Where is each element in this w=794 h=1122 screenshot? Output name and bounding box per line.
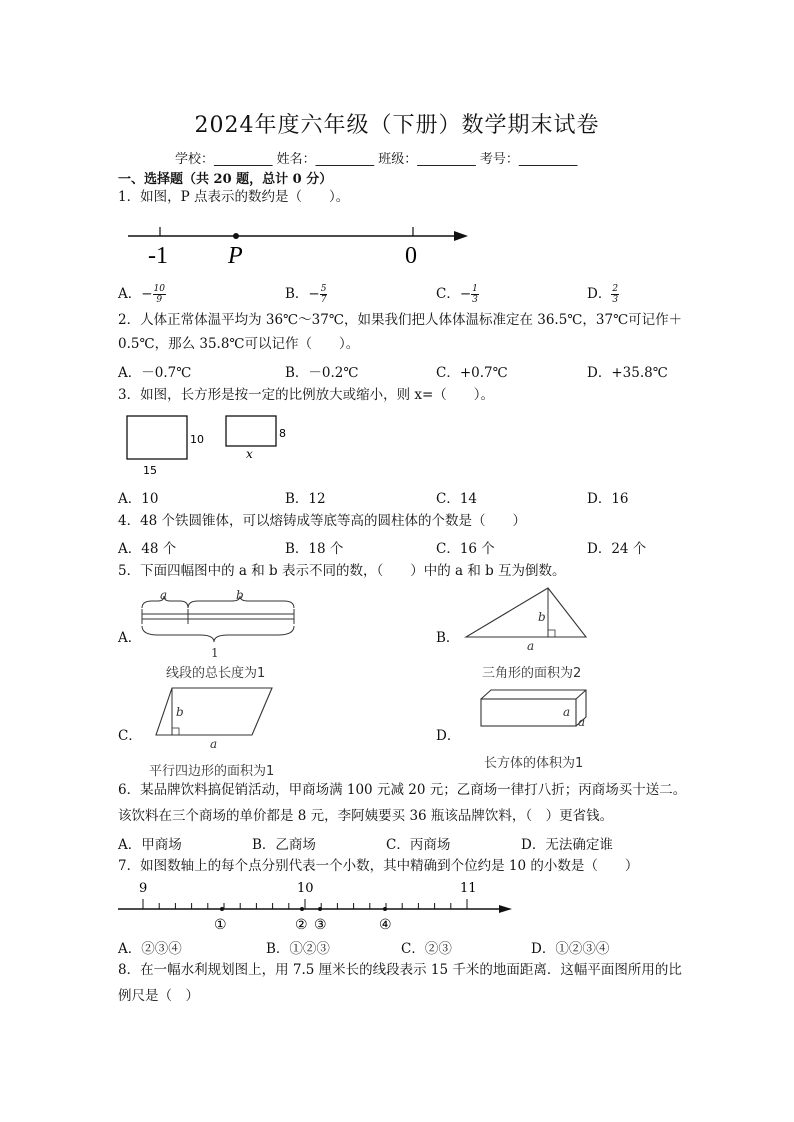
q3-option-b[interactable]: B．12 [285, 491, 326, 507]
student-info-line: 学校：_________ 姓名：_________ 班级：_________ 考号：_________ [175, 152, 578, 167]
q3-option-d[interactable]: D．16 [587, 491, 629, 507]
q7-point-2: ② [295, 917, 308, 933]
q1-label-p: P [228, 243, 243, 269]
svg-text:a: a [160, 588, 168, 602]
q7-option-b[interactable]: B．①②③ [266, 941, 330, 957]
q1-option-b[interactable]: B．− $\frac{5}{7}$ [285, 284, 327, 305]
q6-option-b[interactable]: B．乙商场 [252, 837, 316, 853]
q4-option-b[interactable]: B．18 个 [285, 541, 344, 557]
q6-option-c[interactable]: C．丙商场 [386, 837, 451, 853]
q5-option-d[interactable]: D． [436, 728, 461, 744]
svg-text:a: a [563, 705, 571, 719]
q5-caption-c: 平行四边形的面积为1 [149, 764, 275, 779]
q3-label-8: 8 [279, 427, 286, 440]
q4-option-d[interactable]: D．24 个 [587, 541, 647, 557]
svg-text:a: a [210, 737, 218, 751]
svg-text:1: 1 [211, 646, 219, 660]
q6-option-a[interactable]: A．甲商场 [118, 837, 182, 853]
svg-text:a: a [527, 639, 535, 653]
q7-point-1: ① [214, 917, 227, 933]
svg-text:b: b [176, 705, 184, 719]
section-heading: 一、选择题（共 20 题，总计 0 分） [118, 172, 333, 187]
page-title: 2024年度六年级（下册）数学期末试卷 [194, 113, 600, 138]
q4-option-c[interactable]: C．16 个 [436, 541, 495, 557]
q7-point-3: ③ [314, 917, 327, 933]
q1-label-minus-one: -1 [148, 243, 168, 269]
question-3: 3．如图，长方形是按一定的比例放大或缩小，则 x=（ ）。 [118, 387, 495, 403]
q7-tick-label-11: 11 [460, 881, 477, 896]
q3-label-x: x [246, 447, 253, 461]
question-1: 1．如图，P 点表示的数约是（ ）。 [118, 189, 350, 205]
svg-text:b: b [236, 588, 244, 602]
q5-option-c[interactable]: C． [118, 728, 142, 744]
q1-label-zero: 0 [405, 243, 417, 269]
q2-option-c[interactable]: C．+0.7℃ [436, 365, 508, 381]
q7-option-a[interactable]: A．②③④ [118, 941, 182, 957]
q6-option-d[interactable]: D．无法确定谁 [521, 837, 613, 853]
svg-text:b: b [538, 610, 546, 624]
q4-option-a[interactable]: A．48 个 [118, 541, 177, 557]
question-2-line-2: 0.5℃，那么 35.8℃可以记作（ ）。 [118, 336, 360, 352]
q2-option-b[interactable]: B．－0.2℃ [285, 365, 359, 381]
q3-option-c[interactable]: C．14 [436, 491, 478, 507]
q7-option-c[interactable]: C．②③ [401, 941, 452, 957]
question-4: 4．48 个铁圆锥体，可以熔铸成等底等高的圆柱体的个数是（ ） [118, 513, 527, 529]
q7-tick-label-10: 10 [297, 881, 314, 896]
q1-option-c[interactable]: C．− $\frac{1}{3}$ [436, 284, 478, 305]
q1-option-a[interactable]: A．− $\frac{10}{9}$ [118, 284, 166, 305]
question-5: 5．下面四幅图中的 a 和 b 表示不同的数，（ ）中的 a 和 b 互为倒数。 [118, 563, 566, 579]
question-6-line-1: 6．某品牌饮料搞促销活动，甲商场满 100 元减 20 元；乙商场一律打八折；丙商场买十送二。 [118, 782, 687, 798]
question-6-line-2: 该饮料在三个商场的单价都是 8 元，李阿姨要买 36 瓶该品牌饮料，（ ）更省钱。 [118, 808, 614, 824]
q1-option-d[interactable]: D． $\frac{2}{3}$ [587, 284, 619, 305]
q5-caption-b: 三角形的面积为2 [482, 666, 582, 681]
question-7: 7．如图数轴上的每个点分别代表一个小数，其中精确到个位约是 10 的小数是（ ） [118, 858, 639, 874]
q3-label-15: 15 [143, 464, 157, 477]
q2-option-a[interactable]: A．－0.7℃ [118, 365, 192, 381]
q5-option-a[interactable]: A． [118, 630, 142, 646]
q3-label-10: 10 [190, 433, 204, 446]
q5-caption-a: 线段的总长度为1 [166, 666, 266, 681]
q7-point-4: ④ [379, 917, 392, 933]
question-8-line-1: 8．在一幅水利规划图上，用 7.5 厘米长的线段表示 15 千米的地面距离．这幅平面图所用的比 [118, 962, 682, 978]
q5-option-b[interactable]: B． [436, 630, 460, 646]
q7-tick-label-9: 9 [139, 881, 148, 896]
question-8-line-2: 例尺是（ ） [118, 988, 199, 1004]
question-2-line-1: 2．人体正常体温平均为 36℃～37℃，如果我们把人体体温标准定在 36.5℃，37℃可记作＋ [118, 312, 683, 328]
q2-option-d[interactable]: D．+35.8℃ [587, 365, 668, 381]
svg-text:a: a [578, 715, 586, 729]
q5-caption-d: 长方体的体积为1 [484, 756, 584, 771]
q3-option-a[interactable]: A．10 [118, 491, 159, 507]
q7-option-d[interactable]: D．①②③④ [531, 941, 610, 957]
